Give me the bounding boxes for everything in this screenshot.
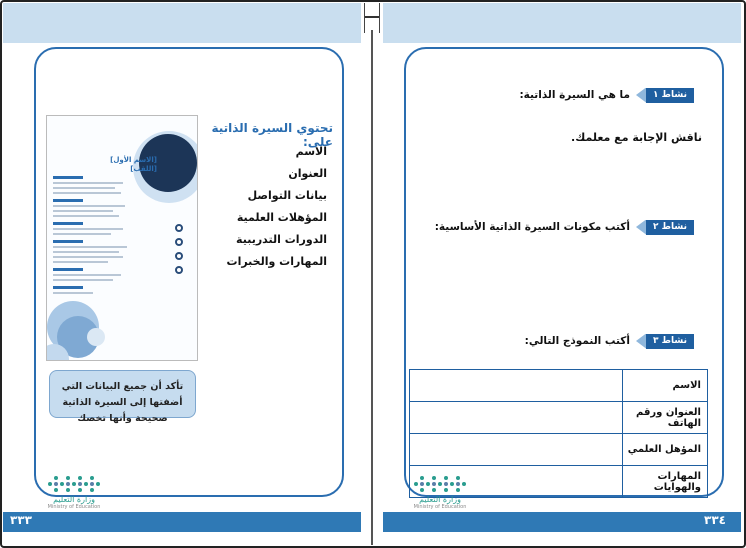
activity-badge: نشاط ١	[646, 88, 694, 103]
resume-surname: [اللقب]	[130, 165, 157, 173]
activity-badge: نشاط ٢	[646, 220, 694, 235]
list-item: الاسم	[295, 145, 327, 158]
form-label: المؤهل العلمي	[623, 434, 708, 466]
activity-answer: ناقش الإجابة مع معلمك.	[571, 131, 702, 144]
verification-note: تأكد أن جميع البيانات التي أضفتها إلى السيرة الذاتية صحيحة وأنها تخصك	[49, 370, 196, 418]
resume-thumbnail	[46, 115, 198, 361]
left-page-number: ٣٣٣	[10, 513, 32, 527]
resume-first-name: [الاسم الأول]	[110, 156, 157, 164]
activity-3	[420, 333, 694, 349]
contact-icon	[175, 224, 183, 232]
form-input-cell[interactable]	[410, 434, 623, 466]
list-item: العنوان	[288, 167, 327, 180]
table-row	[410, 370, 708, 402]
list-item: المهارات والخبرات	[226, 255, 327, 268]
ministry-name: وزارة التعليم	[53, 495, 95, 504]
form-label: الاسم	[623, 370, 708, 402]
resume-contents-list	[205, 141, 327, 273]
form-input-cell[interactable]	[410, 370, 623, 402]
table-row	[410, 434, 708, 466]
table-row	[410, 402, 708, 434]
activity-question: أكتب النموذج التالي:	[524, 335, 630, 347]
ministry-logo-left	[44, 476, 104, 510]
resume-contents-title: تحتوي السيرة الذاتية على:	[211, 121, 333, 149]
ministry-name: وزارة التعليم	[419, 495, 461, 504]
activity-1	[420, 87, 694, 103]
ministry-logo-icon	[44, 476, 104, 492]
activity-badge: نشاط ٣	[646, 334, 694, 349]
right-page-number: ٣٣٤	[704, 513, 726, 527]
left-footer-bar	[3, 512, 361, 532]
contact-icon	[175, 266, 183, 274]
right-page-header-bar	[383, 3, 741, 43]
resume-text-lines	[53, 171, 128, 297]
ministry-subtitle: Ministry of Education	[413, 504, 467, 510]
ministry-subtitle: Ministry of Education	[47, 504, 101, 510]
left-page-header-bar	[3, 3, 361, 43]
decor-circle	[87, 328, 105, 346]
ministry-logo-right	[410, 476, 470, 510]
contact-icon	[175, 238, 183, 246]
right-footer-bar	[383, 512, 741, 532]
form-input-cell[interactable]	[410, 402, 623, 434]
activity-2	[420, 219, 694, 235]
form-label: المهارات والهوايات	[623, 466, 708, 498]
list-item: الدورات التدريبية	[236, 233, 327, 246]
form-label: العنوان ورقم الهاتف	[623, 402, 708, 434]
contact-icon	[175, 252, 183, 260]
activity-question: ما هي السيرة الذاتية:	[519, 89, 630, 101]
ministry-logo-icon	[410, 476, 470, 492]
list-item: بيانات التواصل	[247, 189, 327, 202]
activity-question: أكتب مكونات السيرة الذاتية الأساسية:	[434, 221, 630, 233]
list-item: المؤهلات العلمية	[236, 211, 327, 224]
page-spine	[371, 30, 373, 545]
spine-marker	[364, 3, 380, 33]
